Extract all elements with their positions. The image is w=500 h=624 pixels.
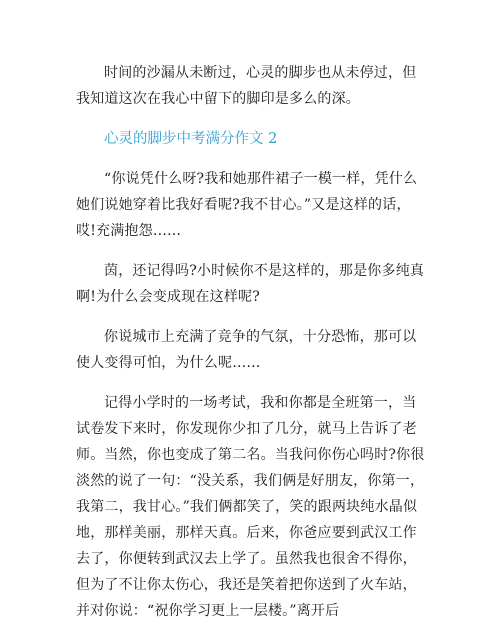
essay-heading: 心灵的脚步中考满分作文 2 xyxy=(104,131,278,147)
paragraph-city: 你说城市上充满了竞争的气氛，十分恐怖，那可以使人变得可怕，为什么呢…… xyxy=(76,329,417,371)
article-body xyxy=(76,60,426,624)
paragraph-complaint: “你说凭什么呀?我和她那件裙子一模一样，凭什么她们说她穿着比我好看呢?我不甘心。”又是这样的话，哎!充满抱怨…… xyxy=(76,171,418,239)
paragraph-memory: 记得小学时的一场考试，我和你都是全班第一，当试卷发下来时，你发现你少扣了几分，就马上告诉了老师。当然，你也变成了第二名。当我问你伤心吗时?你很淡然的说了一句：“没关系，我们俩是好朋友，你第一，我第二，我甘心。”我们俩都笑了，笑的跟两块纯水晶似地，那样美丽，那样天真。后来，你爸应要到武汉工作去了，你便转到武汉去上学了。虽然我也很舍不得你，但为了不让你太伤心，我还是笑着把你送到了火车站，并对你说：“祝你学习更上一层楼。”离开后 xyxy=(76,395,425,619)
paragraph-childhood: 茵，还记得吗?小时候你不是这样的，那是你多纯真啊!为什么会变成现在这样呢? xyxy=(76,263,425,305)
paragraph-intro: 时间的沙漏从未断过，心灵的脚步也从未停过，但我知道这次在我心中留下的脚印是多么的深。 xyxy=(76,65,417,107)
